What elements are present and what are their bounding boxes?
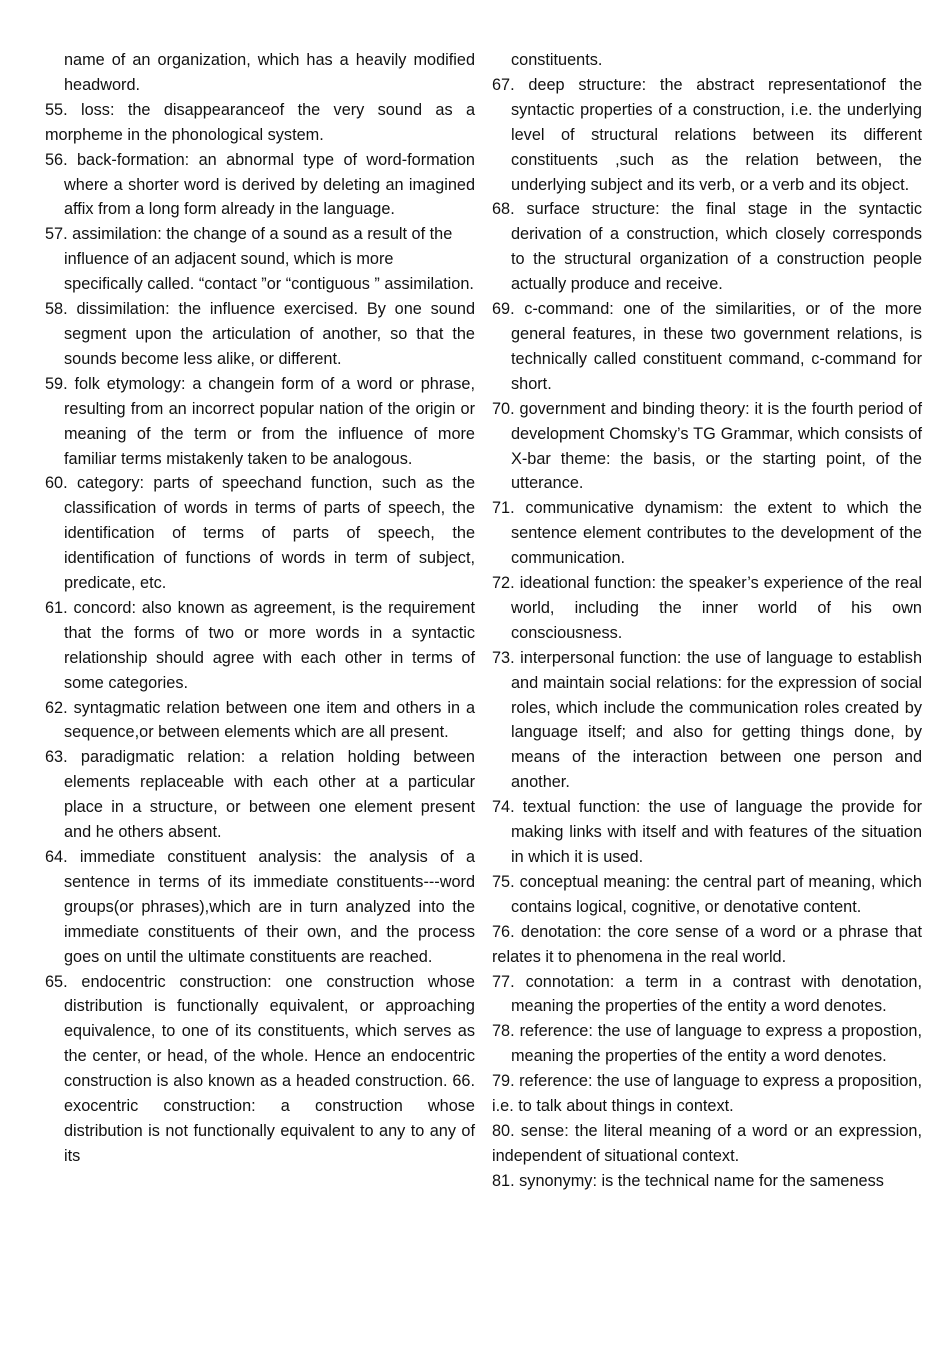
glossary-entry-67: 67. deep structure: the abstract representationof the syntactic properties of a construction, i.e. the underlying level of structural relations between its different constituents ,such as the relation between, the underlying subject and its verb, or a verb and its object. — [492, 75, 922, 194]
glossary-entry-continuation: constituents. — [511, 51, 603, 69]
glossary-entry-58: 58. dissimilation: the influence exercised. By one sound segment upon the articulation of another, so that the sounds become less alike, or different. — [45, 300, 475, 368]
glossary-entry-70: 70. government and binding theory: it is the fourth period of development Chomsky’s TG Grammar, which consists of X-bar theme: the basis, or the starting point, of the utterance. — [492, 399, 922, 493]
left-column — [45, 48, 475, 1169]
glossary-entry-79: 79. reference: the use of language to express a proposition, i.e. to talk about things in context. — [492, 1072, 922, 1116]
glossary-entry-69: 69. c-command: one of the similarities, or of the more general features, in these two government relations, is technically called constituent command, c-command for short. — [492, 300, 922, 393]
glossary-entry-62: 62. syntagmatic relation between one item and others in a sequence,or between elements which are all present. — [45, 698, 475, 742]
glossary-entry-63: 63. paradigmatic relation: a relation holding between elements replaceable with each other at a particular place in a structure, or between one element present and he others absent. — [45, 748, 475, 842]
right-column — [492, 48, 922, 1194]
glossary-entry-77: 77. connotation: a term in a contrast with denotation, meaning the properties of the entity a word denotes. — [492, 972, 922, 1016]
glossary-entry-56: 56. back-formation: an abnormal type of word-formation where a shorter word is derived by deleting an imagined affix from a long form already in the language. — [45, 150, 475, 219]
glossary-entry-57: 57. assimilation: the change of a sound as a result of the influence of an adjacent sound, which is more specifically called. “contact ”or “contiguous ” assimilation. — [45, 225, 474, 294]
glossary-entry-59: 59. folk etymology: a changein form of a word or phrase, resulting from an incorrect popular nation of the origin or meaning of the term or from the influence of more familiar terms mistakenly taken to be analogous. — [45, 374, 475, 468]
glossary-entry-74: 74. textual function: the use of language the provide for making links with itself and with features of the situation in which it is used. — [492, 798, 922, 866]
glossary-entry-72: 72. ideational function: the speaker’s experience of the real world, including the inner world of his own consciousness. — [492, 574, 922, 642]
glossary-entry-76: 76. denotation: the core sense of a word or a phrase that relates it to phenomena in the real world. — [492, 922, 922, 966]
glossary-entry-60: 60. category: parts of speechand function, such as the classification of words in terms of parts of speech, the identification of terms of parts of speech, the identification of functions of words in term of subject, predicate, etc. — [45, 474, 475, 593]
glossary-entry-55: 55. loss: the disappearanceof the very sound as a morpheme in the phonological system. — [45, 100, 475, 144]
glossary-entry-64: 64. immediate constituent analysis: the analysis of a sentence in terms of its immediate constituents---word groups(or phrases),which are in turn analyzed into the immediate constituents of their own, and the process goes on until the ultimate constituents are reached. — [45, 848, 475, 966]
glossary-entry-80: 80. sense: the literal meaning of a word or an expression, independent of situational context. — [492, 1121, 922, 1165]
glossary-entry-78: 78. reference: the use of language to express a propostion, meaning the properties of the entity a word denotes. — [492, 1022, 922, 1066]
glossary-entry-75: 75. conceptual meaning: the central part of meaning, which contains logical, cognitive, or denotative content. — [492, 872, 922, 916]
glossary-entry-71: 71. communicative dynamism: the extent to which the sentence element contributes to the development of the communication. — [492, 499, 922, 568]
glossary-entry-81: 81. synonymy: is the technical name for the sameness — [492, 1171, 884, 1190]
glossary-entry-continuation: name of an organization, which has a heavily modified headword. — [64, 51, 475, 94]
glossary-entry-73: 73. interpersonal function: the use of language to establish and maintain social relations: for the expression of social roles, which include the communication roles created by language itself; and also for getting things done, by means of the interaction between one person and another. — [492, 648, 922, 792]
glossary-entry-65-66: 65. endocentric construction: one construction whose distribution is functionally equivalent, or approaching equivalence, to one of its constituents, which serves as the center, or head, of the whole. Hence an endocentric construction is also known as a headed construction. 66. exocentric construction: a construction whose distribution is not functionally equivalent to any to any of its — [45, 972, 475, 1165]
glossary-entry-61: 61. concord: also known as agreement, is the requirement that the forms of two or more words in a syntactic relationship should agree with each other in terms of some categories. — [45, 598, 475, 692]
glossary-entry-68: 68. surface structure: the final stage in the syntactic derivation of a construction, which closely corresponds to the structural organization of a construction people actually produce and receive. — [492, 200, 922, 294]
